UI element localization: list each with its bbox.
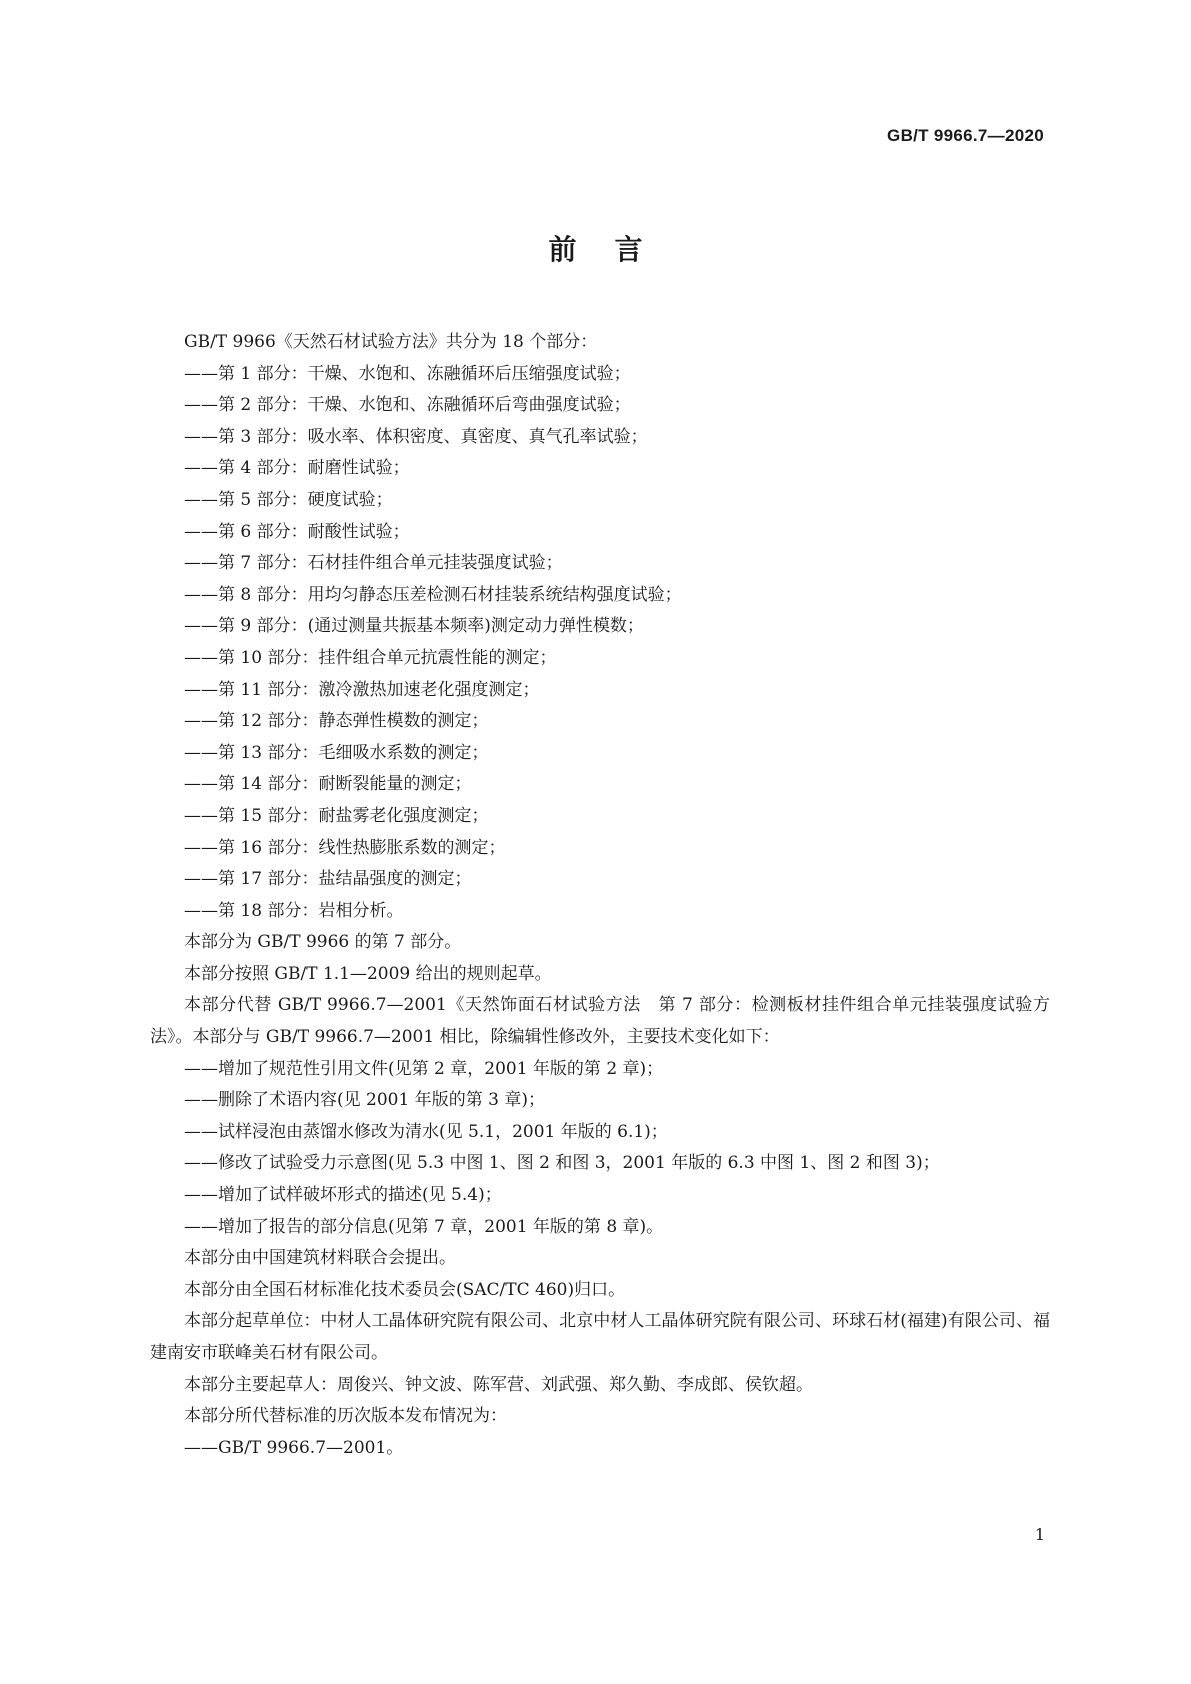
dash: —— [184,1185,218,1206]
list-item [150,738,1050,770]
list-item-text: 第 1 部分：干燥、水饱和、冻融循环后压缩强度试验； [218,363,631,384]
list-item [150,359,1050,391]
list-item [150,611,1050,643]
list-item [150,1433,1050,1465]
dash: —— [184,805,218,826]
dash: —— [184,1437,218,1458]
list-item-text: 第 3 部分：吸水率、体积密度、真密度、真气孔率试验； [218,426,648,447]
list-item [150,801,1050,833]
dash: —— [184,647,218,668]
list-item [150,1117,1050,1149]
standard-code: GB/T 9966.7—2020 [887,126,1044,145]
drafting-units: 本部分起草单位：中材人工晶体研究院有限公司、北京中材人工晶体研究院有限公司、环球石材(福建)有限公司、福建南安市联峰美石材有限公司。 [150,1311,1050,1363]
list-item [150,1180,1050,1212]
list-item-text: 第 13 部分：毛细吸水系数的测定； [218,742,489,763]
list-item-text: GB/T 9966.7—2001。 [218,1437,404,1458]
list-item [150,485,1050,517]
intro-paragraph: GB/T 9966《天然石材试验方法》共分为 18 个部分： [184,332,598,352]
list-item [150,453,1050,485]
main-drafters: 本部分主要起草人：周俊兴、钟文波、陈军营、刘武强、郑久勤、李成郎、侯钦超。 [184,1374,813,1395]
dash: —— [184,711,218,732]
list-item-text: 修改了试验受力示意图(见 5.3 中图 1、图 2 和图 3，2001 年版的 6.3 中图 1、图 2 和图 3)； [218,1153,940,1174]
list-item-text: 第 17 部分：盐结晶强度的测定； [218,869,472,890]
list-item-text: 第 11 部分：激冷激热加速老化强度测定； [218,679,540,700]
under-jurisdiction: 本部分由全国石材标准化技术委员会(SAC/TC 460)归口。 [184,1279,626,1300]
drafting-rule: 本部分按照 GB/T 1.1—2009 给出的规则起草。 [184,963,552,984]
dash: —— [184,900,218,921]
dash: —— [184,363,218,384]
dash: —— [184,395,218,416]
changes-list [150,1054,1050,1244]
dash: —— [184,1121,218,1142]
list-item [150,675,1050,707]
list-item-text: 增加了规范性引用文件(见第 2 章，2001 年版的第 2 章)； [218,1058,664,1079]
list-item [150,580,1050,612]
dash: —— [184,837,218,858]
proposed-by: 本部分由中国建筑材料联合会提出。 [184,1248,456,1269]
list-item-text: 增加了试样破坏形式的描述(见 5.4)； [218,1185,502,1206]
foreword-body [150,327,1050,1464]
dash: —— [184,426,218,447]
list-item-text: 第 12 部分：静态弹性模数的测定； [218,711,489,732]
previous-editions-list [150,1433,1050,1465]
dash: —— [184,774,218,795]
dash: —— [184,1058,218,1079]
page-number: 1 [1034,1525,1045,1544]
part-statement: 本部分为 GB/T 9966 的第 7 部分。 [184,932,462,953]
list-item-text: 增加了报告的部分信息(见第 7 章，2001 年版的第 8 章)。 [218,1216,664,1237]
dash: —— [184,458,218,479]
list-item [150,422,1050,454]
list-item-text: 第 16 部分：线性热膨胀系数的测定； [218,837,506,858]
parts-list [150,359,1050,928]
list-item [150,390,1050,422]
list-item-text: 第 8 部分：用均匀静态压差检测石材挂装系统结构强度试验； [218,584,682,605]
dash: —— [184,1216,218,1237]
list-item-text: 第 2 部分：干燥、水饱和、冻融循环后弯曲强度试验； [218,395,631,416]
list-item-text: 第 14 部分：耐断裂能量的测定； [218,774,472,795]
list-item-text: 第 9 部分：(通过测量共振基本频率)测定动力弹性模数； [218,616,644,637]
dash: —— [184,1090,218,1111]
list-item [150,896,1050,928]
dash: —— [184,869,218,890]
list-item [150,833,1050,865]
list-item [150,864,1050,896]
list-item [150,548,1050,580]
dash: —— [184,489,218,510]
list-item-text: 第 7 部分：石材挂件组合单元挂装强度试验； [218,553,563,574]
dash: —— [184,742,218,763]
list-item-text: 试样浸泡由蒸馏水修改为清水(见 5.1，2001 年版的 6.1)； [218,1121,668,1142]
list-item-text: 第 18 部分：岩相分析。 [218,900,404,921]
dash: —— [184,1153,218,1174]
list-item-text: 第 4 部分：耐磨性试验； [218,458,410,479]
list-item-text: 第 15 部分：耐盐雾老化强度测定； [218,805,489,826]
list-item-text: 删除了术语内容(见 2001 年版的第 3 章)； [218,1090,545,1111]
list-item [150,1212,1050,1244]
page-title: 前言 [548,233,681,266]
list-item [150,769,1050,801]
list-item [150,1054,1050,1086]
list-item [150,706,1050,738]
list-item-text: 第 5 部分：硬度试验； [218,489,393,510]
replaces-paragraph: 本部分代替 GB/T 9966.7—2001《天然饰面石材试验方法 第 7 部分：检测板材挂件组合单元挂装强度试验方法》。本部分与 GB/T 9966.7—2001 相比，除编辑性修改外，主要技术变化如下： [150,995,1050,1048]
dash: —— [184,616,218,637]
dash: —— [184,553,218,574]
dash: —— [184,679,218,700]
list-item [150,1085,1050,1117]
list-item-text: 第 10 部分：挂件组合单元抗震性能的测定； [218,647,557,668]
dash: —— [184,521,218,542]
previous-editions-intro: 本部分所代替标准的历次版本发布情况为： [184,1406,507,1427]
list-item-text: 第 6 部分：耐酸性试验； [218,521,410,542]
list-item [150,643,1050,675]
list-item [150,1148,1050,1180]
list-item [150,517,1050,549]
dash: —— [184,584,218,605]
